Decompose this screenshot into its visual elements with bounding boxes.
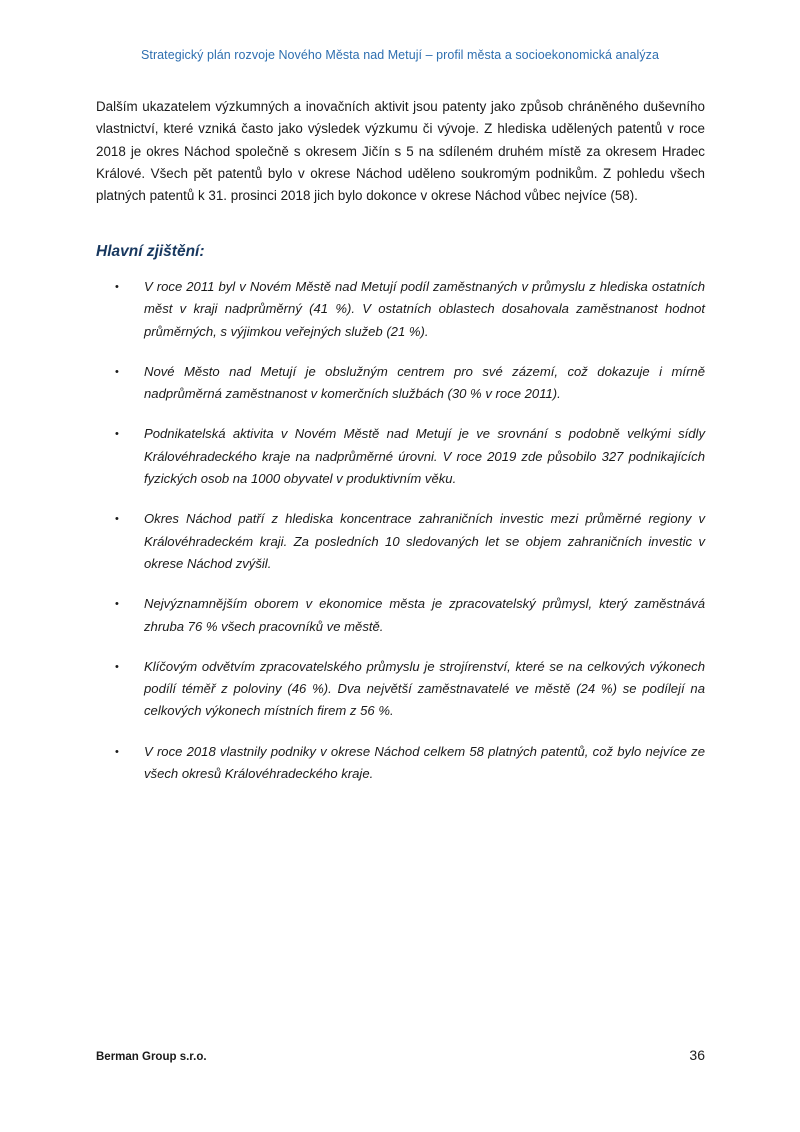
finding-text: Klíčovým odvětvím zpracovatelského průmyslu je strojírenství, které se na celkových výkonech podílí téměř z poloviny (46 %). Dva největší zaměstnavatelé ve městě (24 %) se podílejí na celkových výkonech místních firem z 56 %. [144, 658, 705, 719]
bullet-icon: • [115, 513, 119, 526]
findings-heading: Hlavní zjištění: [96, 243, 205, 260]
finding-text: Nové Město nad Metují je obslužným centrem pro své zázemí, což dokazuje i mírně nadprůměrná zaměstnanost v komerčních službách (30 % v roce 2011). [144, 363, 705, 402]
finding-text: V roce 2011 byl v Novém Městě nad Metují podíl zaměstnaných v průmyslu z hlediska ostatních měst v kraji nadprůměrný (41 %). V ostatních oblastech dosahovala zaměstnanost hodnot průměrných, s výjimkou veřejných služeb (21 %). [144, 279, 705, 339]
list-item [96, 276, 705, 343]
bullet-icon: • [115, 428, 119, 441]
intro-paragraph: Dalším ukazatelem výzkumných a inovačních aktivit jsou patenty jako způsob chráněného duševního vlastnictví, které vzniká často jako výsledek výzkumu či vývoje. Z hlediska udělených patentů v roce 2018 je okres Náchod společně s okresem Jičín s 5 na sdíleném druhém místě za okresem Hradec Králové. Všech pět patentů bylo v okrese Náchod uděleno soukromým podnikům. Z pohledu všech platných patentů k 31. prosinci 2018 jich bylo dokonce v okrese Náchod vůbec nejvíce (58). [96, 99, 705, 204]
list-item [96, 508, 705, 575]
bullet-icon: • [115, 660, 119, 673]
list-item [96, 361, 705, 406]
list-item [96, 593, 705, 638]
finding-text: Nejvýznamnějším oborem v ekonomice města je zpracovatelský průmysl, který zaměstnává zhruba 76 % všech pracovníků ve městě. [144, 596, 705, 634]
bullet-icon: • [115, 365, 119, 378]
page-header-title: Strategický plán rozvoje Nového Města nad Metují – profil města a socioekonomická analýza [141, 48, 659, 62]
finding-text: Okres Náchod patří z hlediska koncentrace zahraničních investic mezi průměrné regiony v Královéhradeckém kraji. Za posledních 10 sledovaných let se objem zahraničních investic v okrese Náchod zvýšil. [144, 511, 705, 571]
footer-company: Berman Group s.r.o. [96, 1051, 207, 1063]
bullet-icon: • [115, 745, 119, 758]
bullet-icon: • [115, 281, 119, 293]
findings-list [96, 276, 705, 803]
finding-text: V roce 2018 vlastnily podniky v okrese Náchod celkem 58 platných patentů, což bylo nejvíce ze všech okresů Královéhradeckého kraje. [144, 743, 705, 782]
list-item [96, 741, 705, 786]
finding-text: Podnikatelská aktivita v Novém Městě nad Metují je ve srovnání s podobně velkými sídly Královéhradeckého kraje na nadprůměrné úrovni. V roce 2019 zde působilo 327 podnikajících fyzických osob na 1000 obyvatel v produktivním věku. [144, 426, 705, 487]
page-number: 36 [689, 1047, 705, 1063]
list-item [96, 656, 705, 723]
list-item [96, 423, 705, 490]
bullet-icon: • [115, 598, 119, 611]
